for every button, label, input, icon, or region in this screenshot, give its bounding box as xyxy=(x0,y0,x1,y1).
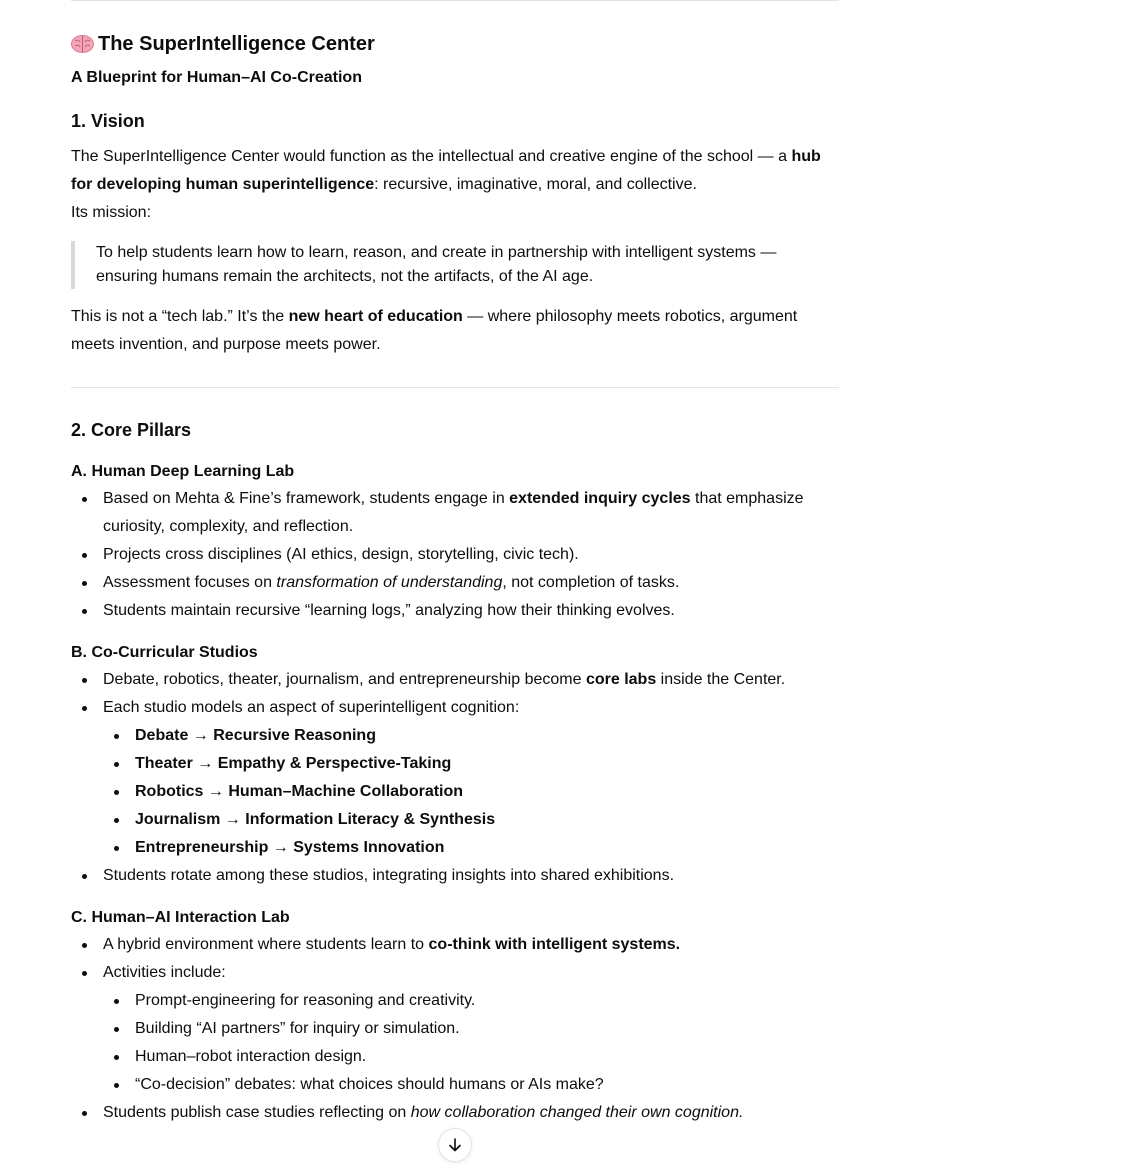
mission-label: Its mission: xyxy=(71,204,152,221)
item-text: Debate, robotics, theater, journalism, and entrepreneurship become xyxy=(103,671,586,688)
pillar-c-list xyxy=(71,931,839,1127)
top-divider xyxy=(71,0,839,1)
subtitle: A Blueprint for Human–AI Co-Creation xyxy=(71,69,362,86)
item-text: A hybrid environment where students learn to xyxy=(103,936,429,953)
activity-item: Prompt-engineering for reasoning and creativity. xyxy=(135,987,839,1015)
item-bold: co-think with intelligent systems. xyxy=(428,936,681,953)
pillar-a-heading: A. Human Deep Learning Lab xyxy=(71,463,295,480)
studio-debate: Debate → Recursive Reasoning xyxy=(135,727,376,744)
list-item xyxy=(103,666,839,694)
studio-entrepreneurship: Entrepreneurship → Systems Innovation xyxy=(135,839,445,856)
studio-item xyxy=(135,778,839,806)
pillar-b-list xyxy=(71,666,839,890)
arrow-down-icon xyxy=(447,1137,463,1153)
item-text: Students publish case studies reflecting on xyxy=(103,1104,411,1121)
list-item: Projects cross disciplines (AI ethics, design, storytelling, civic tech). xyxy=(103,541,839,569)
item-text: Based on Mehta & Fine’s framework, students engage in xyxy=(103,490,510,507)
item-text: inside the Center. xyxy=(656,671,786,688)
page-title xyxy=(71,31,839,57)
pillar-b-heading: B. Co-Curricular Studios xyxy=(71,644,258,661)
vision-p1-b: hub for developing human superintelligence xyxy=(71,148,821,193)
item-text: , not completion of tasks. xyxy=(502,574,680,591)
studio-journalism: Journalism → Information Literacy & Synthesis xyxy=(135,811,496,828)
list-item xyxy=(103,485,839,541)
vision-p1-c: : recursive, imaginative, moral, and collective. xyxy=(374,176,697,193)
pillars-heading: 2. Core Pillars xyxy=(71,420,192,440)
item-text: Activities include: xyxy=(103,964,226,981)
scroll-to-bottom-button[interactable] xyxy=(438,1128,472,1162)
activity-item: Building “AI partners” for inquiry or simulation. xyxy=(135,1015,839,1043)
activity-list xyxy=(103,987,839,1099)
brain-icon xyxy=(71,34,94,54)
section-divider xyxy=(71,387,839,388)
vision-paragraph-1 xyxy=(71,143,839,227)
activity-item: “Co-decision” debates: what choices should humans or AIs make? xyxy=(135,1071,839,1099)
list-item xyxy=(103,959,839,1099)
list-item: Students rotate among these studios, integrating insights into shared exhibitions. xyxy=(103,862,839,890)
item-bold: core labs xyxy=(585,671,657,688)
list-item xyxy=(103,694,839,862)
vision-p2-c: — where philosophy meets robotics, argument meets invention, and purpose meets power. xyxy=(71,308,798,353)
vision-p1-a: The SuperIntelligence Center would function as the intellectual and creative engine of the school — a xyxy=(71,148,792,165)
item-text: that emphasize curiosity, complexity, and reflection. xyxy=(103,490,804,535)
item-italic: transformation of understanding xyxy=(276,574,503,591)
vision-p2-b: new heart of education xyxy=(288,308,463,325)
document xyxy=(71,0,839,1127)
item-text: Assessment focuses on xyxy=(103,574,277,591)
vision-heading: 1. Vision xyxy=(71,111,145,131)
studio-robotics: Robotics → Human–Machine Collaboration xyxy=(135,783,464,800)
studio-theater: Theater → Empathy & Perspective-Taking xyxy=(135,755,452,772)
list-item xyxy=(103,1099,839,1127)
pillar-c-heading: C. Human–AI Interaction Lab xyxy=(71,909,290,926)
pillar-a-list xyxy=(71,485,839,625)
item-bold: extended inquiry cycles xyxy=(509,490,691,507)
list-item xyxy=(103,931,839,959)
studio-item xyxy=(135,834,839,862)
item-italic: how collaboration changed their own cognition. xyxy=(410,1104,744,1121)
studio-item xyxy=(135,722,839,750)
vision-p2-a: This is not a “tech lab.” It’s the xyxy=(71,308,289,325)
list-item xyxy=(103,569,839,597)
vision-paragraph-2 xyxy=(71,303,839,359)
list-item: Students maintain recursive “learning logs,” analyzing how their thinking evolves. xyxy=(103,597,839,625)
studio-item xyxy=(135,806,839,834)
studio-list xyxy=(103,722,839,862)
title-text: The SuperIntelligence Center xyxy=(98,33,375,55)
mission-quote: To help students learn how to learn, reason, and create in partnership with intelligent systems — ensuring humans remain the architects, not the artifacts, of the AI age. xyxy=(71,241,839,289)
studio-item xyxy=(135,750,839,778)
item-text: Each studio models an aspect of superintelligent cognition: xyxy=(103,699,520,716)
activity-item: Human–robot interaction design. xyxy=(135,1043,839,1071)
